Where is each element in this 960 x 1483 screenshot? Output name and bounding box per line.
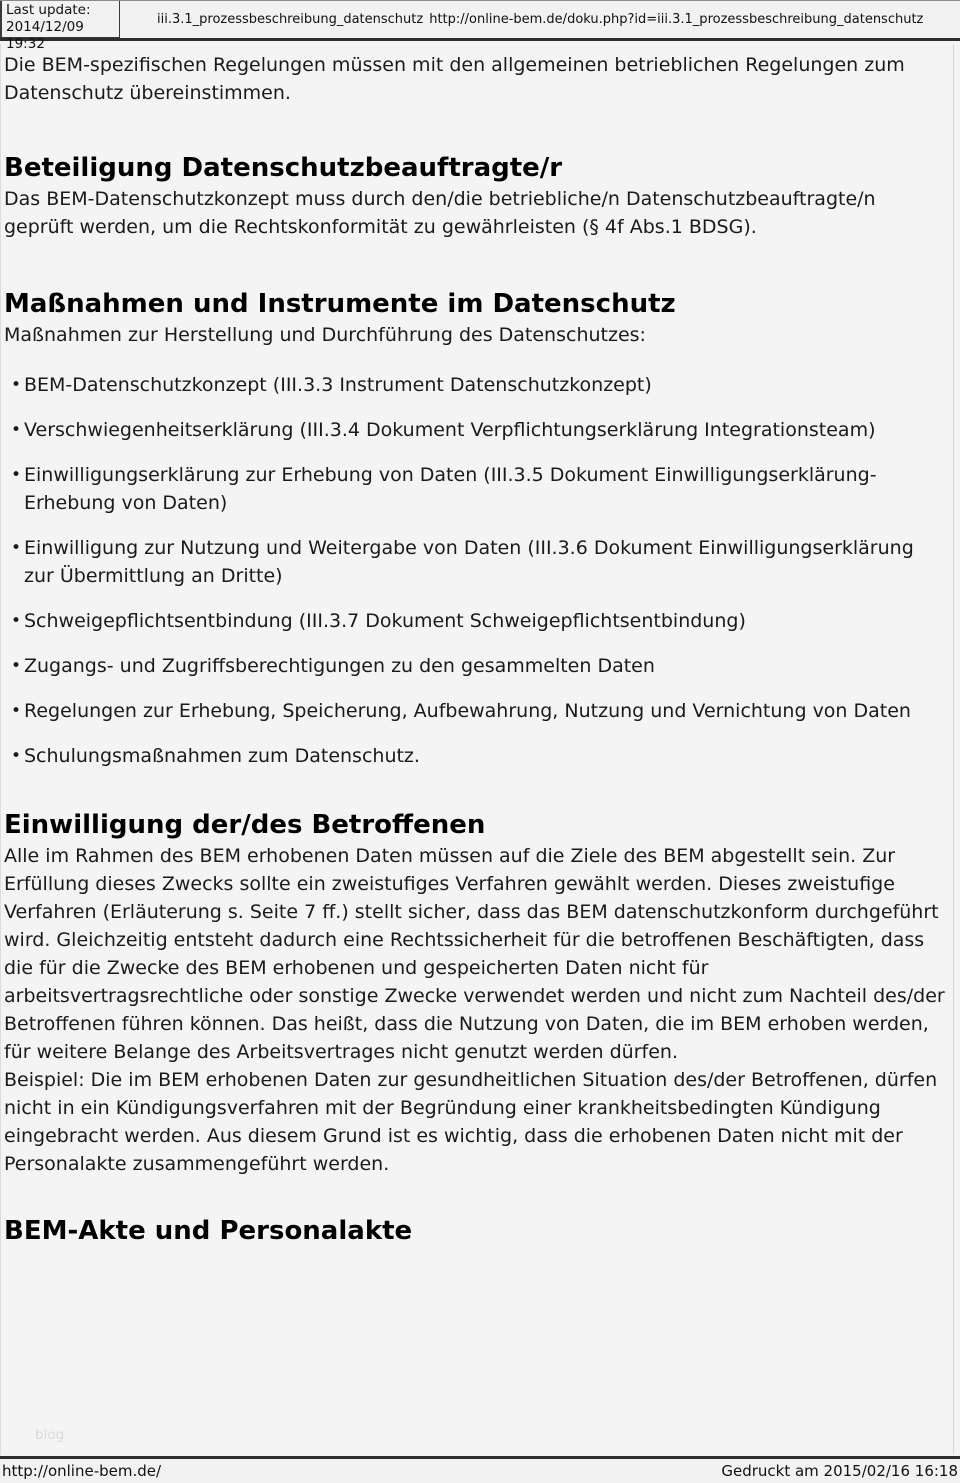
section-heading-massnahmen: Maßnahmen und Instrumente im Datenschutz: [4, 289, 676, 319]
blog-link[interactable]: blog: [35, 1427, 65, 1443]
page-right-edge: [953, 44, 954, 1455]
paragraph-beispiel: Beispiel: Die im BEM erhobenen Daten zur gesundheitlichen Situation des/der Betroffenen, dürfen nicht in ein Kündigungsverfahren mit der Begründung einer krankheitsbedingten Kündigung eingebracht werden. Aus diesem Grund ist es wichtig, dass die erhobenen Daten nicht mit der Personalakte zusammengeführt werden.: [4, 1069, 938, 1175]
last-update-label: Last update:: [6, 2, 91, 18]
section-heading-bem-akte: BEM-Akte und Personalakte: [4, 1216, 413, 1246]
list-item: • BEM-Datenschutzkonzept (III.3.3 Instrument Datenschutzkonzept): [24, 371, 946, 399]
document-content: [0, 41, 960, 1248]
page-url: http://online-bem.de/doku.php?id=iii.3.1_prozessbeschreibung_datenschutz: [429, 12, 924, 27]
list-item: • Einwilligung zur Nutzung und Weitergabe von Daten (III.3.6 Dokument Einwilligungserklärung zur Übermittlung an Dritte): [24, 534, 946, 590]
paragraph-beteiligung: Das BEM-Datenschutzkonzept muss durch den/die betriebliche/n Datenschutzbeauftragte/n geprüft werden, um die Rechtskonformität zu gewährleisten (§ 4f Abs.1 BDSG).: [4, 188, 876, 238]
paragraph-massnahmen-intro: Maßnahmen zur Herstellung und Durchführung des Datenschutzes:: [4, 324, 646, 346]
last-update-cell: [0, 1, 120, 52]
page-title: iii.3.1_prozessbeschreibung_datenschutz: [157, 12, 424, 27]
footer-site-url: http://online-bem.de/: [2, 1461, 162, 1480]
paragraph-einwilligung: Alle im Rahmen des BEM erhobenen Daten müssen auf die Ziele des BEM abgestellt sein. Zur Erfüllung dieses Zwecks sollte ein zweistufiges Verfahren gewählt werden. Dieses zweistufige Verfahren (Erläuterung s. Seite 7 ff.) stellt sicher, dass das BEM datenschutzkonform durchgeführt wird. Gleichzeitig entsteht dadurch eine Rechtssicherheit für die betroffenen Beschäftigten, dass die für die Zwecke des BEM erhobenen und gespeicherten Daten nicht für arbeitsvertragsrechtliche oder sonstige Zwecke verwendet werden und nicht zum Nachteil des/der Betroffenen führen können. Das heißt, dass die Nutzung von Daten, die im BEM erhoben werden, für weitere Belange des Arbeitsvertrages nicht genutzt werden dürfen.: [4, 845, 945, 1063]
list-item: • Regelungen zur Erhebung, Speicherung, Aufbewahrung, Nutzung und Vernichtung von Daten: [24, 697, 946, 725]
print-header: [0, 0, 960, 52]
page-left-edge: [0, 44, 1, 1455]
list-item: • Verschwiegenheitserklärung (III.3.4 Dokument Verpflichtungserklärung Integrationsteam): [24, 416, 946, 444]
footer-printed-timestamp: Gedruckt am 2015/02/16 16:18: [721, 1461, 958, 1480]
intro-paragraph: Die BEM-spezifischen Regelungen müssen mit den allgemeinen betrieblichen Regelungen zum Datenschutz übereinstimmen.: [4, 54, 905, 104]
section-heading-beteiligung: Beteiligung Datenschutzbeauftragte/r: [4, 153, 563, 183]
list-item: • Schulungsmaßnahmen zum Datenschutz.: [24, 742, 946, 770]
last-update-value: 2014/12/09 19:32: [6, 19, 84, 52]
list-item: • Zugangs- und Zugriffsberechtigungen zu den gesammelten Daten: [24, 652, 946, 680]
measures-list: [4, 371, 946, 770]
document-title-bar: [120, 1, 960, 38]
print-footer: [0, 1456, 960, 1483]
list-item: • Schweigepflichtsentbindung (III.3.7 Dokument Schweigepflichtsentbindung): [24, 607, 946, 635]
section-heading-einwilligung: Einwilligung der/des Betroffenen: [4, 810, 486, 840]
list-item: • Einwilligungserklärung zur Erhebung von Daten (III.3.5 Dokument Einwilligungserklärung- Erhebung von Daten): [24, 461, 946, 517]
